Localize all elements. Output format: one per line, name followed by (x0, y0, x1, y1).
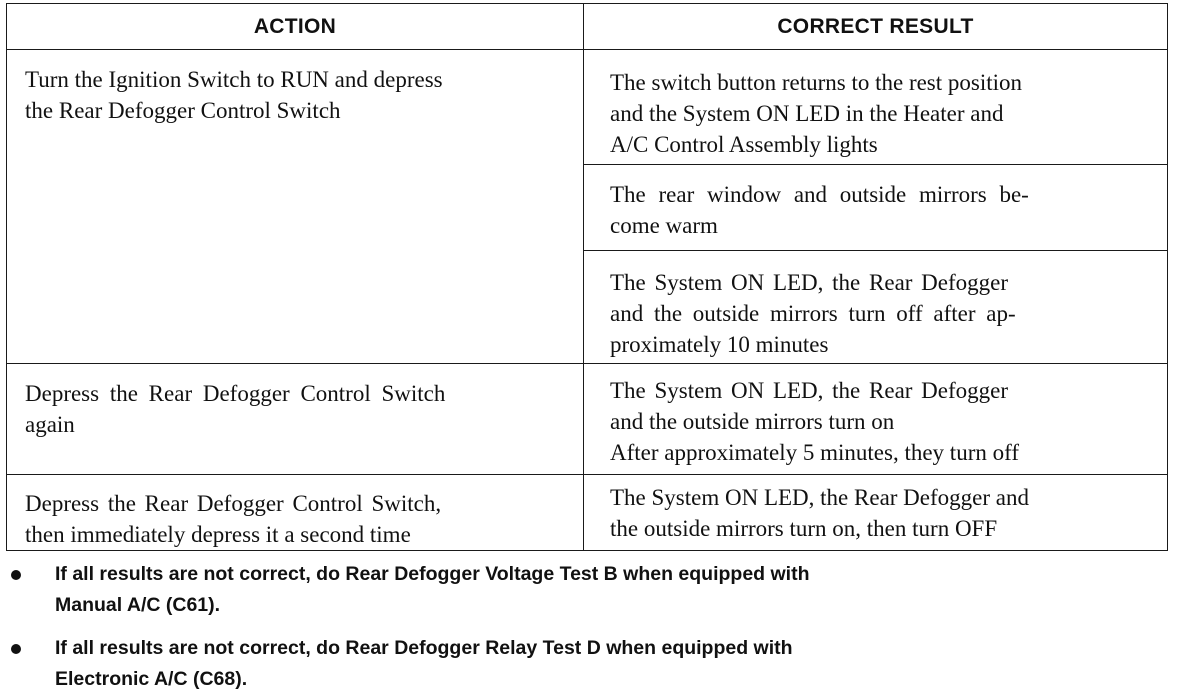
result-line: The switch button returns to the rest position (610, 70, 1023, 95)
note-item (10, 633, 1055, 695)
table-header-row (7, 4, 1168, 50)
result-line: come warm (610, 213, 718, 238)
result-line: and the outside mirrors turn off after ap- (610, 301, 1016, 326)
bullet-icon (11, 644, 21, 654)
action-cell (7, 364, 584, 475)
result-line: After approximately 5 minutes, they turn off (610, 440, 1020, 465)
action-line: then immediately depress it a second time (25, 522, 411, 547)
action-line: Depress the Rear Defogger Control Switch, (25, 491, 442, 516)
action-line: the Rear Defogger Control Switch (25, 98, 341, 123)
result-line: the outside mirrors turn on, then turn OFF (610, 516, 998, 541)
note-line: If all results are not correct, do Rear Defogger Relay Test D when equipped with (55, 637, 793, 659)
result-line: The System ON LED, the Rear Defogger and (610, 485, 1029, 510)
action-cell (7, 50, 584, 364)
result-cell (584, 251, 1168, 364)
result-line: The System ON LED, the Rear Defogger (610, 270, 1009, 295)
result-line: The rear window and outside mirrors be- (610, 182, 1029, 207)
action-line: Depress the Rear Defogger Control Switch (25, 381, 446, 406)
table-row (7, 364, 1168, 475)
note-line: Manual A/C (C61). (55, 594, 221, 616)
result-line: The System ON LED, the Rear Defogger (610, 378, 1009, 403)
action-line: Turn the Ignition Switch to RUN and depress (25, 67, 443, 92)
result-line: and the System ON LED in the Heater and (610, 101, 1004, 126)
action-line: again (25, 412, 75, 437)
bullet-icon (11, 570, 21, 580)
result-cell (584, 475, 1168, 551)
note-item (10, 559, 1055, 621)
table-row (7, 50, 1168, 165)
result-line: proximately 10 minutes (610, 332, 829, 357)
result-cell (584, 50, 1168, 165)
result-line: and the outside mirrors turn on (610, 409, 895, 434)
note-line: If all results are not correct, do Rear Defogger Voltage Test B when equipped with (55, 563, 810, 585)
action-cell (7, 475, 584, 551)
test-procedure-table (6, 3, 1168, 551)
header-action: ACTION (7, 4, 584, 50)
result-cell (584, 364, 1168, 475)
header-correct-result: CORRECT RESULT (584, 4, 1168, 50)
table-row (7, 475, 1168, 551)
notes-list (10, 559, 1055, 695)
result-cell (584, 165, 1168, 251)
note-line: Electronic A/C (C68). (55, 668, 248, 690)
result-line: A/C Control Assembly lights (610, 132, 878, 157)
